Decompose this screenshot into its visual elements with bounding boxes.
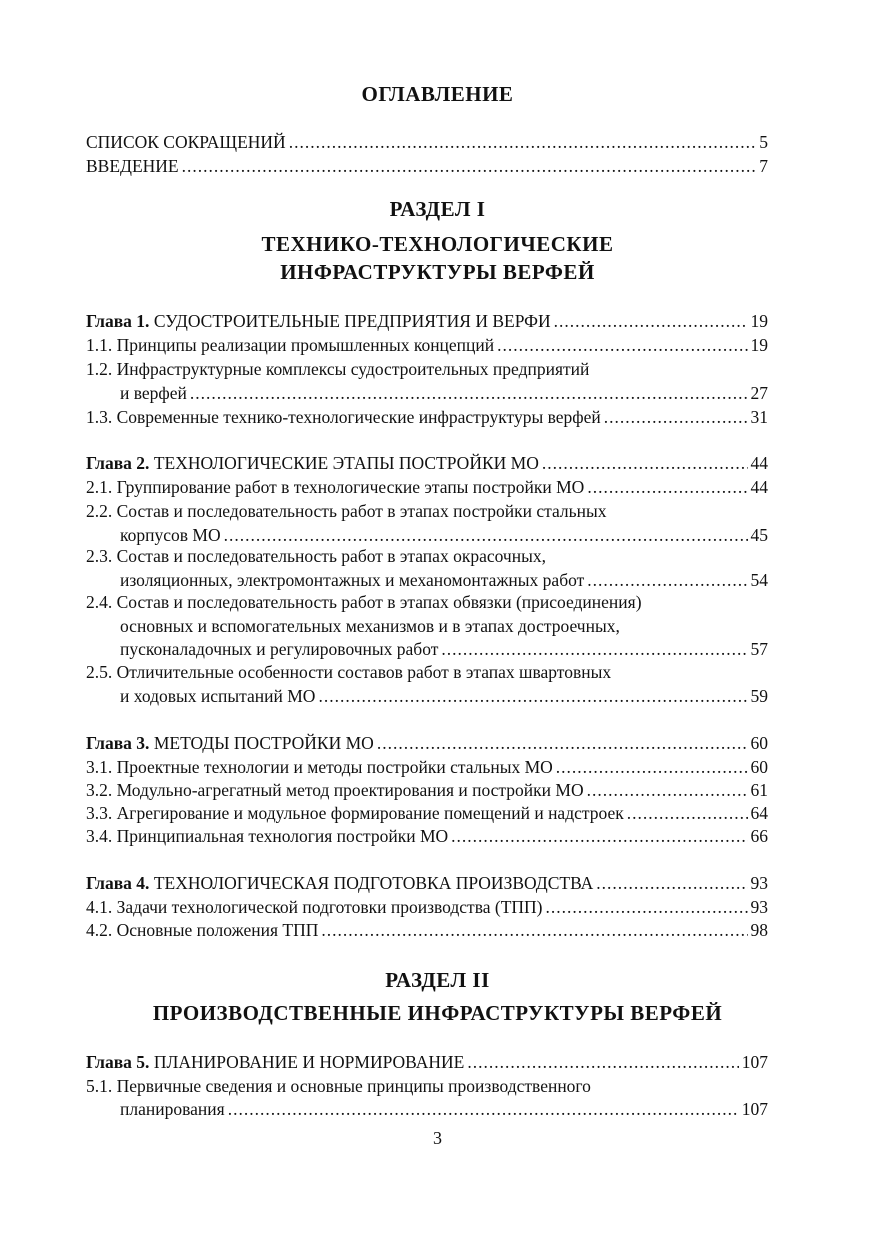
toc-chapter-1: Глава 1. СУДОСТРОИТЕЛЬНЫЕ ПРЕДПРИЯТИЯ И ВЕРФИ ..... 19 (86, 309, 768, 333)
toc-entry-1-2-line1: 1.2. Инфраструктурные комплексы судостроительных предприятий (86, 359, 590, 379)
toc-entry-3-2: 3.2. Модульно-агрегатный метод проектирования и постройки МО ..... 61 (86, 778, 768, 802)
toc-chapter-5: Глава 5. ПЛАНИРОВАНИЕ И НОРМИРОВАНИЕ ..... 107 (86, 1050, 768, 1074)
toc-entry-2-1: 2.1. Группирование работ в технологические этапы постройки МО ..... 44 (86, 475, 768, 499)
toc-entry-2-5-line1: 2.5. Отличительные особенности составов работ в этапах швартовных (86, 662, 612, 682)
toc-chapter-3: Глава 3. МЕТОДЫ ПОСТРОЙКИ МО ..... 60 (86, 731, 768, 755)
toc-entry-1-1: 1.1. Принципы реализации промышленных концепций ..... 19 (86, 333, 768, 357)
toc-entry-1-2: и верфей ..... 27 (120, 381, 768, 405)
toc-entry-4-1: 4.1. Задачи технологической подготовки производства (ТПП) ..... 93 (86, 895, 768, 919)
section-2-title: ПРОИЗВОДСТВЕННЫЕ ИНФРАСТРУКТУРЫ ВЕРФЕЙ (152, 1001, 723, 1025)
toc-entry-2-3: изоляционных, электромонтажных и механомонтажных работ ..... 54 (120, 568, 768, 592)
toc-entry-5-1: планирования ..... 107 (120, 1097, 768, 1121)
toc-entry-5-1-line1: 5.1. Первичные сведения и основные принципы производственного (86, 1076, 591, 1096)
page-number: 3 (433, 1128, 442, 1148)
toc-entry-3-4: 3.4. Принципиальная технология постройки МО ..... 66 (86, 824, 768, 848)
toc-entry-introduction: ВВЕДЕНИЕ ..... 7 (86, 154, 768, 178)
toc-entry-2-5: и ходовых испытаний МО ..... 59 (120, 684, 768, 708)
section-1-title-line2: ИНФРАСТРУКТУРЫ ВЕРФЕЙ (280, 260, 595, 284)
toc-entry-2-4-line2: основных и вспомогательных механизмов и в этапах достроечных, (120, 616, 620, 636)
toc-entry-2-4-line1: 2.4. Состав и последовательность работ в этапах обвязки (присоединения) (86, 592, 642, 612)
toc-entry-4-2: 4.2. Основные положения ТПП ..... 98 (86, 918, 768, 942)
toc-entry-3-1: 3.1. Проектные технологии и методы постройки стальных МО ..... 60 (86, 755, 768, 779)
toc-entry-2-2-line1: 2.2. Состав и последовательность работ в этапах постройки стальных (86, 501, 607, 521)
toc-chapter-4: Глава 4. ТЕХНОЛОГИЧЕСКАЯ ПОДГОТОВКА ПРОИЗВОДСТВА ..... 93 (86, 871, 768, 895)
toc-entry-abbreviations: СПИСОК СОКРАЩЕНИЙ ..... 5 (86, 130, 768, 154)
toc-chapter-2: Глава 2. ТЕХНОЛОГИЧЕСКИЕ ЭТАПЫ ПОСТРОЙКИ МО ..... 44 (86, 451, 768, 475)
page-title: ОГЛАВЛЕНИЕ (361, 82, 514, 106)
section-2-label: РАЗДЕЛ II (385, 968, 490, 992)
toc-entry-1-3: 1.3. Современные технико-технологические инфраструктуры верфей ..... 31 (86, 405, 768, 429)
toc-entry-3-3: 3.3. Агрегирование и модульное формирование помещений и надстроек ..... 64 (86, 801, 768, 825)
toc-entry-2-3-line1: 2.3. Состав и последовательность работ в этапах окрасочных, (86, 546, 546, 566)
section-1-title-line1: ТЕХНИКО-ТЕХНОЛОГИЧЕСКИЕ (261, 232, 614, 256)
section-1-label: РАЗДЕЛ I (389, 197, 486, 221)
toc-entry-2-2: корпусов МО ..... 45 (120, 523, 768, 547)
toc-entry-2-4: пусконаладочных и регулировочных работ ..... 57 (120, 637, 768, 661)
